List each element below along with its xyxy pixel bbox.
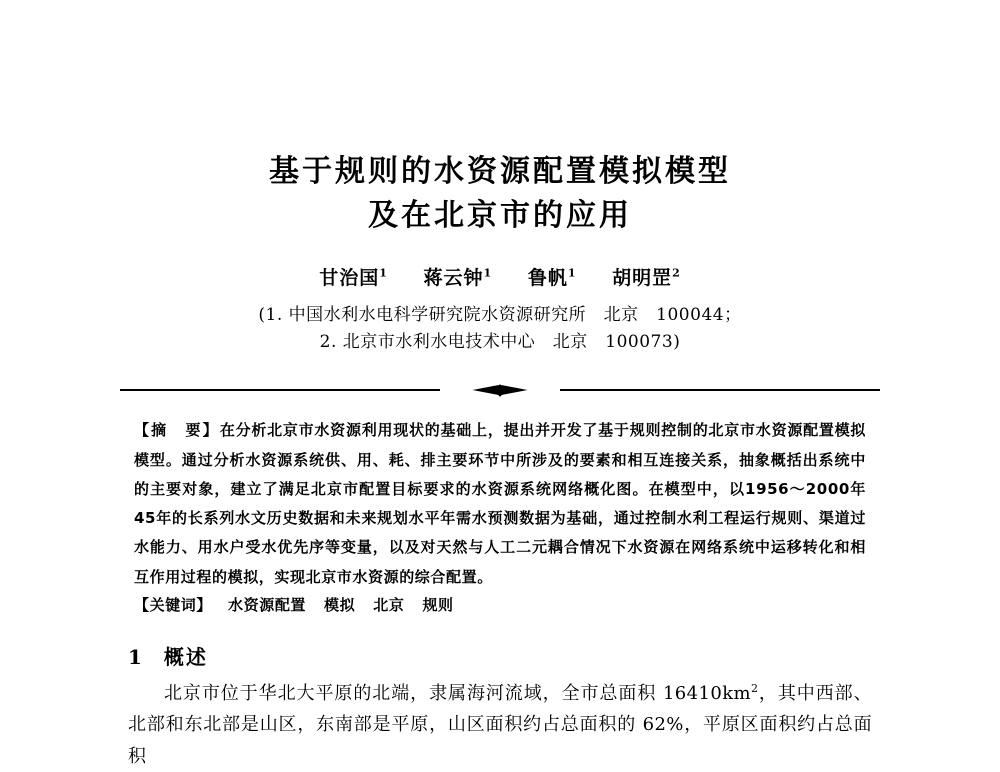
author-3-affiliation-mark: 2 xyxy=(672,266,681,280)
author-1 xyxy=(424,263,493,290)
abstract-text: 在分析北京市水资源利用现状的基础上，提出并开发了基于规则控制的北京市水资源配置模拟模型。通过分析水资源系统供、用、耗、排主要环节中所涉及的要素和相互连接关系，抽象概括出系统中的主要对象，建立了满足北京市配置目标要求的水资源系统网络概化图。在模型中，以1956～2000年45年的长系列水文历史数据和未来规划水平年需水预测数据为基础，通过控制水利工程运行规则、渠道过水能力、用水户受水优先序等变量，以及对天然与人工二元耦合情况下水资源在网络系统中运移转化和相互作用过程的模拟，实现北京市水资源的综合配置。 xyxy=(134,421,866,586)
author-2-name: 鲁帆 xyxy=(527,267,568,289)
affiliation-line-2: 2. 北京市水利水电技术中心 北京 100073) xyxy=(319,332,681,353)
author-0 xyxy=(319,263,388,290)
section-1-paragraph xyxy=(128,678,872,772)
author-2-affiliation-mark: 1 xyxy=(567,266,577,280)
author-3-name: 胡明罡 xyxy=(612,267,673,289)
keywords-label: 【关键词】 xyxy=(134,595,213,614)
section-1-paragraph-superscript: 2 xyxy=(750,681,759,695)
section-1-number: 1 xyxy=(128,644,144,669)
author-0-name: 甘治国 xyxy=(319,267,380,289)
ornamental-divider xyxy=(120,382,880,398)
keyword-3: 规则 xyxy=(422,595,454,614)
affiliation-block xyxy=(120,302,880,356)
keywords-block xyxy=(120,594,880,615)
section-1-title: 概述 xyxy=(163,644,208,669)
keyword-2: 北京 xyxy=(373,595,405,614)
keywords-list xyxy=(228,596,472,614)
section-1 xyxy=(120,641,880,772)
author-3 xyxy=(612,263,681,290)
divider-diamond-ornament-icon xyxy=(473,385,528,395)
keyword-0: 水资源配置 xyxy=(228,595,307,614)
section-1-heading xyxy=(128,641,872,670)
page-title-line-2: 及在北京市的应用 xyxy=(368,197,632,233)
keyword-1: 模拟 xyxy=(324,595,356,614)
author-0-affiliation-mark: 1 xyxy=(379,266,388,280)
title-block xyxy=(120,0,880,237)
section-1-paragraph-part-2: ，其中西部、北部和东北部是山区，东南部是平原，山区面积约占总面积的 62%，平原区面积约占总面积 xyxy=(128,682,872,767)
section-1-paragraph-part-1: 北京市位于华北大平原的北端，隶属海河流域，全市总面积 16410km xyxy=(164,682,751,704)
author-1-affiliation-mark: 1 xyxy=(483,266,493,280)
page-title-line-1: 基于规则的水资源配置模拟模型 xyxy=(269,154,731,189)
author-list xyxy=(120,263,880,290)
affiliation-line-1: (1. 中国水利水电科学研究院水资源研究所 北京 100044； xyxy=(258,305,742,325)
abstract-block xyxy=(120,416,880,592)
author-1-name: 蒋云钟 xyxy=(423,267,484,289)
author-2 xyxy=(528,263,577,290)
abstract-label: 【摘 要】 xyxy=(134,421,220,440)
